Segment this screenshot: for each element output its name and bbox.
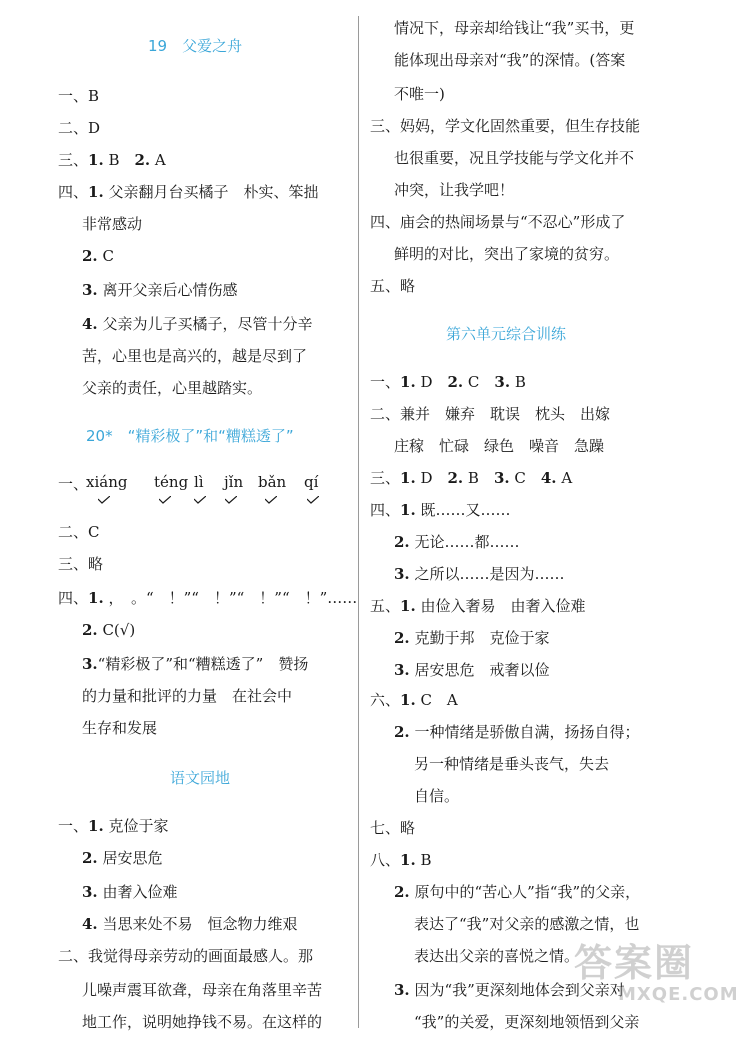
item-number: 1. <box>400 597 416 615</box>
answer-line <box>394 532 519 552</box>
answer-text: B <box>415 851 432 869</box>
answer-line: 苦，心里也是高兴的，越是尽到了 <box>82 347 308 365</box>
check-mark-icon <box>194 496 206 504</box>
check-mark-icon <box>307 496 319 504</box>
answer-line <box>394 882 640 902</box>
answer-text: B <box>463 469 494 487</box>
answer-text: 无论……都…… <box>409 533 520 551</box>
answer-text: B <box>103 151 135 169</box>
answer-line <box>370 596 585 616</box>
item-number: 1. <box>88 183 104 201</box>
answer-prefix: 八、 <box>370 851 401 869</box>
section-title-unit-6: 第六单元综合训练 <box>446 325 567 343</box>
item-number: 2. <box>394 629 410 647</box>
answer-text: C A <box>415 691 458 709</box>
answer-line <box>82 620 135 640</box>
pinyin-item: xiáng <box>86 473 128 491</box>
answer-text: 父亲翻月台买橘子 朴实、笨拙 <box>103 183 319 201</box>
answer-text: ， 。“ ！”“ ！”“ ！”“ ！”…… <box>103 589 358 607</box>
item-number: 1. <box>88 589 104 607</box>
answer-line: 庄稼 忙碌 绿色 噪音 急躁 <box>394 437 605 455</box>
item-number: 3. <box>82 655 98 673</box>
answer-line: 也很重要，况且学技能与学文化并不 <box>394 149 635 167</box>
item-number: 3. <box>82 281 98 299</box>
answer-text: 一种情绪是骄傲自满，扬扬自得； <box>409 723 640 741</box>
answer-text: C <box>97 247 114 265</box>
answer-line <box>58 182 318 202</box>
section-title-19: 19 父爱之舟 <box>148 37 243 55</box>
answer-line <box>394 722 639 742</box>
answer-text: 居安思危 戒奢以俭 <box>409 661 550 679</box>
answer-text: C <box>463 373 495 391</box>
answer-text: 克俭于家 <box>103 817 169 835</box>
answer-prefix: 四、 <box>58 589 89 607</box>
answer-prefix: 五、 <box>370 597 401 615</box>
answer-line: 表达了“我”对父亲的感激之情，也 <box>414 915 640 933</box>
answer-line <box>394 564 564 584</box>
pinyin-item: bǎn <box>258 473 287 491</box>
answer-text: B <box>510 373 526 391</box>
section-title-20: 20* “精彩极了”和“糟糕透了” <box>86 427 294 445</box>
item-number: 1. <box>400 373 416 391</box>
item-number: 2. <box>394 723 410 741</box>
pinyin-item: qí <box>304 473 319 491</box>
answer-line: 另一种情绪是垂头丧气，失去 <box>414 755 610 773</box>
answer-text: 原句中的“苦心人”指“我”的父亲， <box>409 883 641 901</box>
item-number: 1. <box>400 501 416 519</box>
item-number: 1. <box>400 691 416 709</box>
item-number: 2. <box>82 247 98 265</box>
item-number: 2. <box>394 883 410 901</box>
item-number: 1. <box>400 469 416 487</box>
item-number: 4. <box>82 915 98 933</box>
answer-line: 生存和发展 <box>82 719 158 737</box>
answer-line <box>370 850 431 870</box>
item-number: 2. <box>447 469 464 487</box>
answer-text: 父亲为儿子买橘子，尽管十分辛 <box>97 315 313 333</box>
answer-line: 冲突，让我学吧！ <box>394 181 515 199</box>
answer-prefix: 一、 <box>58 475 89 493</box>
answer-line: 儿噪声震耳欲聋，母亲在角落里辛苦 <box>82 981 323 999</box>
answer-line: 不唯一) <box>394 85 445 103</box>
item-number: 3. <box>82 883 98 901</box>
answer-line <box>82 246 114 266</box>
answer-text: 因为“我”更深刻地体会到父亲对 <box>409 981 625 999</box>
item-number: 1. <box>88 151 104 169</box>
answer-line <box>58 588 357 608</box>
answer-line <box>58 150 166 170</box>
check-mark-icon <box>225 496 237 504</box>
pinyin-item: jǐn <box>224 473 244 491</box>
column-divider <box>358 16 359 1028</box>
answer-line <box>394 980 625 1000</box>
item-number: 3. <box>494 373 511 391</box>
answer-text: D <box>415 469 448 487</box>
item-number: 2. <box>134 151 151 169</box>
answer-text: A <box>150 151 166 169</box>
item-number: 4. <box>540 469 557 487</box>
answer-text: 克勤于邦 克俭于家 <box>409 629 550 647</box>
section-title-yuwen-yuandi: 语文园地 <box>170 769 231 787</box>
answer-text: 既……又…… <box>415 501 511 519</box>
item-number: 2. <box>447 373 464 391</box>
item-number: 3. <box>394 661 410 679</box>
answer-line: 表达出父亲的喜悦之情。 <box>414 947 580 965</box>
answer-line: 地工作，说明她挣钱不易。在这样的 <box>82 1013 323 1031</box>
answer-text: 由奢入俭难 <box>97 883 178 901</box>
answer-line: 自信。 <box>414 787 460 805</box>
answer-line: 七、略 <box>370 819 416 837</box>
answer-line: 非常感动 <box>82 215 143 233</box>
answer-line: “我”的关爱，更深刻地领悟到父亲 <box>414 1013 640 1031</box>
answer-line: 一、B <box>58 87 100 105</box>
answer-text: C(√) <box>97 621 136 639</box>
answer-prefix: 三、 <box>370 469 401 487</box>
answer-line: 四、庙会的热闹场景与“不忍心”形成了 <box>370 213 626 231</box>
answer-prefix: 四、 <box>58 183 89 201</box>
item-number: 1. <box>400 851 416 869</box>
check-mark-icon <box>98 496 110 504</box>
item-number: 2. <box>82 621 98 639</box>
answer-line <box>82 314 312 334</box>
answer-line: 二、D <box>58 119 101 137</box>
answer-line <box>58 474 88 494</box>
answer-prefix: 六、 <box>370 691 401 709</box>
check-mark-icon <box>265 496 277 504</box>
answer-line <box>58 816 168 836</box>
item-number: 3. <box>394 981 410 999</box>
answer-line: 的力量和批评的力量 在社会中 <box>82 687 293 705</box>
answer-text: 居安思危 <box>97 849 163 867</box>
answer-line <box>82 914 297 934</box>
answer-line <box>370 468 572 488</box>
answer-prefix: 一、 <box>58 817 89 835</box>
answer-text: C <box>509 469 541 487</box>
answer-line <box>370 690 458 710</box>
item-number: 3. <box>394 565 410 583</box>
answer-line: 三、略 <box>58 555 104 573</box>
item-number: 2. <box>82 849 98 867</box>
answer-line <box>370 372 526 392</box>
answer-prefix: 三、 <box>58 151 89 169</box>
answer-line <box>394 660 549 680</box>
answer-line <box>82 654 308 674</box>
pinyin-item: téng <box>154 473 189 491</box>
answer-text: “精彩极了”和“糟糕透了” 赞扬 <box>97 655 309 673</box>
pinyin-item: lì <box>194 473 204 491</box>
answer-line: 三、妈妈，学文化固然重要，但生存技能 <box>370 117 641 135</box>
answer-line <box>370 500 510 520</box>
answer-prefix: 四、 <box>370 501 401 519</box>
answer-line: 二、兼并 嫌弃 耽误 枕头 出嫁 <box>370 405 611 423</box>
answer-line: 五、略 <box>370 277 416 295</box>
answer-line: 情况下，母亲却给钱让“我”买书，更 <box>394 19 635 37</box>
answer-line: 二、C <box>58 523 100 541</box>
answer-line: 鲜明的对比，突出了家境的贫穷。 <box>394 245 620 263</box>
item-number: 3. <box>493 469 510 487</box>
answer-line <box>82 280 237 300</box>
answer-prefix: 一、 <box>370 373 401 391</box>
answer-line <box>82 848 162 868</box>
answer-line: 父亲的责任，心里越踏实。 <box>82 379 263 397</box>
answer-line <box>394 628 549 648</box>
watermark-text: 答案圈 <box>574 941 695 985</box>
item-number: 2. <box>394 533 410 551</box>
answer-text: A <box>556 469 573 487</box>
answer-text: 由俭入奢易 由奢入俭难 <box>415 597 586 615</box>
item-number: 4. <box>82 315 98 333</box>
answer-text: 离开父亲后心情伤感 <box>97 281 238 299</box>
answer-text: D <box>415 373 448 391</box>
answer-line <box>82 882 177 902</box>
item-number: 1. <box>88 817 104 835</box>
answer-text: 之所以……是因为…… <box>409 565 565 583</box>
answer-line: 能体现出母亲对“我”的深情。(答案 <box>394 51 626 69</box>
answer-text: 当思来处不易 恒念物力维艰 <box>97 915 298 933</box>
watermark-url: MXQE.COM <box>618 984 739 1005</box>
check-mark-icon <box>159 496 171 504</box>
answer-line: 二、我觉得母亲劳动的画面最感人。那 <box>58 947 314 965</box>
